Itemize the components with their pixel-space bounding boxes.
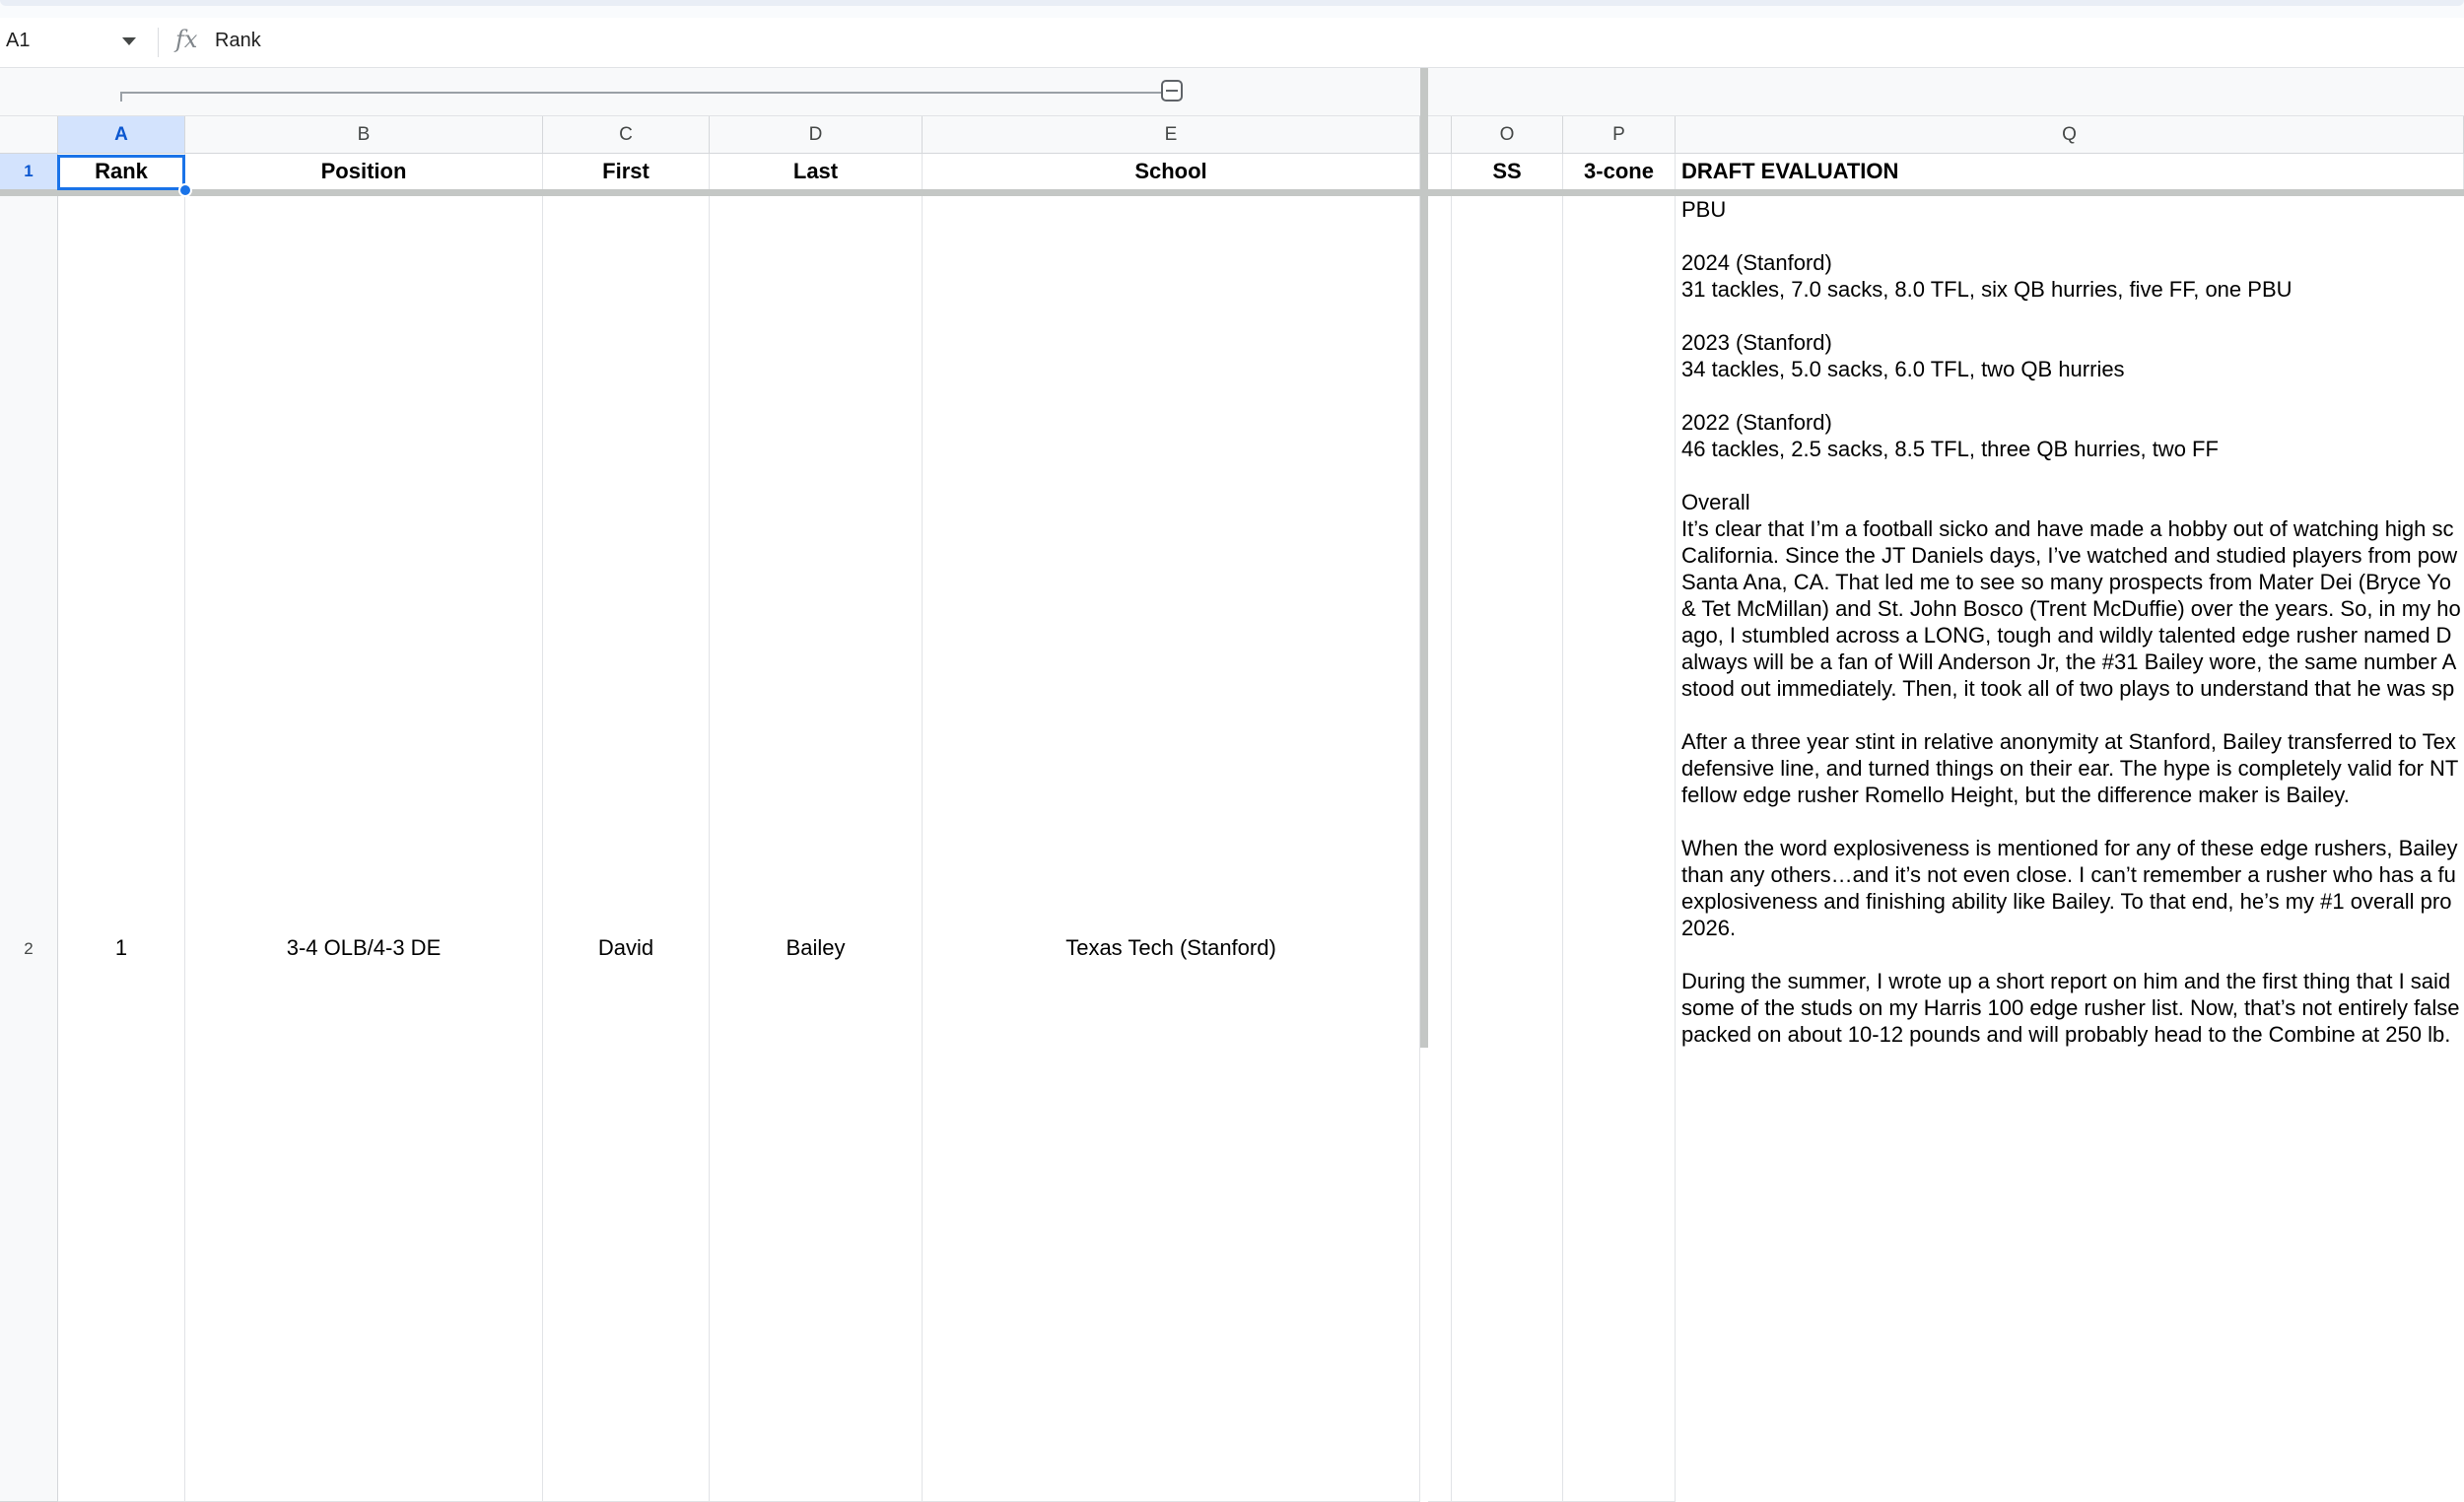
column-header-e[interactable]: E <box>923 116 1420 154</box>
cell-gap-2[interactable] <box>1428 196 1452 1502</box>
eval-line: always will be a fan of Will Anderson Jr, the #31 Bailey wore, the same number A <box>1681 649 2457 674</box>
cell-c1[interactable]: First <box>543 154 710 190</box>
eval-line: 34 tackles, 5.0 sacks, 6.0 TFL, two QB hurries <box>1681 357 2125 381</box>
eval-line: 2022 (Stanford) <box>1681 410 1832 435</box>
column-header-a[interactable]: A <box>58 116 185 154</box>
eval-line: some of the studs on my Harris 100 edge rusher list. Now, that’s not entirely false <box>1681 995 2460 1020</box>
cell-o1[interactable]: SS <box>1452 154 1563 190</box>
chevron-down-icon[interactable] <box>122 37 136 45</box>
eval-line: defensive line, and turned things on their ear. The hype is completely valid for NT <box>1681 756 2459 781</box>
eval-line: After a three year stint in relative anonymity at Stanford, Bailey transferred to Tex <box>1681 729 2456 754</box>
formula-bar <box>0 18 2464 68</box>
evaluation-text <box>1676 196 2464 1048</box>
eval-line: explosiveness and finishing ability like Bailey. To that end, he’s my #1 overall pro <box>1681 889 2452 914</box>
cell-a1[interactable]: Rank <box>58 154 185 190</box>
eval-line: PBU <box>1681 197 1727 222</box>
eval-line: 2023 (Stanford) <box>1681 330 1832 355</box>
cell-a2[interactable]: 1 <box>58 196 185 1502</box>
formula-input[interactable]: Rank <box>215 30 261 51</box>
collapse-group-icon[interactable] <box>1161 80 1183 102</box>
fill-handle[interactable] <box>178 183 192 197</box>
eval-line: ago, I stumbled across a LONG, tough and wildly talented edge rusher named D <box>1681 623 2452 648</box>
name-box[interactable] <box>0 18 153 67</box>
eval-line: During the summer, I wrote up a short report on him and the first thing that I said <box>1681 969 2451 993</box>
eval-gap <box>1681 462 2464 489</box>
eval-line: It’s clear that I’m a football sicko and have made a hobby out of watching high sc <box>1681 516 2454 541</box>
eval-line: fellow edge rusher Romello Height, but the difference maker is Bailey. <box>1681 783 2350 807</box>
column-header-q[interactable]: Q <box>1676 116 2464 154</box>
fx-icon: fx <box>175 26 198 53</box>
name-box-ref[interactable]: A1 <box>6 30 31 51</box>
column-header-d[interactable]: D <box>710 116 923 154</box>
eval-line: than any others…and it’s not even close. I can’t remember a rusher who has a fu <box>1681 862 2456 887</box>
column-header-p[interactable]: P <box>1563 116 1676 154</box>
cell-p1[interactable]: 3-cone <box>1563 154 1676 190</box>
cell-e2[interactable]: Texas Tech (Stanford) <box>923 196 1420 1502</box>
eval-line: 46 tackles, 2.5 sacks, 8.5 TFL, three QB hurries, two FF <box>1681 437 2219 461</box>
cell-d1[interactable]: Last <box>710 154 923 190</box>
eval-line: California. Since the JT Daniels days, I’ve watched and studied players from pow <box>1681 543 2458 568</box>
eval-line: When the word explosiveness is mentioned for any of these edge rushers, Bailey <box>1681 836 2458 860</box>
cell-e1[interactable]: School <box>923 154 1420 190</box>
formula-divider <box>158 28 159 57</box>
row-header-2[interactable]: 2 <box>0 196 58 1502</box>
eval-line: 2026. <box>1681 916 1737 940</box>
cell-d2[interactable]: Bailey <box>710 196 923 1502</box>
eval-line: Santa Ana, CA. That led me to see so many prospects from Mater Dei (Bryce Yo <box>1681 570 2451 594</box>
column-header-o[interactable]: O <box>1452 116 1563 154</box>
column-header-hidden-gap[interactable] <box>1428 116 1452 154</box>
eval-gap <box>1681 303 2464 329</box>
top-chrome-bar <box>0 0 2464 6</box>
eval-line: packed on about 10-12 pounds and will probably head to the Combine at 250 lb. <box>1681 1022 2451 1047</box>
cell-o2[interactable] <box>1452 196 1563 1502</box>
cell-gap-1[interactable] <box>1428 154 1452 190</box>
frozen-rows-divider[interactable] <box>0 189 2464 196</box>
column-header-b[interactable]: B <box>185 116 543 154</box>
cell-q1[interactable]: DRAFT EVALUATION <box>1676 154 2464 190</box>
eval-gap <box>1681 808 2464 835</box>
eval-line: Overall <box>1681 490 1750 514</box>
active-cell-outline <box>57 155 185 190</box>
group-bracket-line <box>120 92 1169 94</box>
eval-gap <box>1681 382 2464 409</box>
eval-line: stood out immediately. Then, it took all of two plays to understand that he was sp <box>1681 676 2455 701</box>
eval-line: 2024 (Stanford) <box>1681 250 1832 275</box>
column-header-c[interactable]: C <box>543 116 710 154</box>
cell-c2[interactable]: David <box>543 196 710 1502</box>
column-group-area <box>0 68 2464 116</box>
cell-q2-draft-evaluation[interactable] <box>1676 196 2464 1048</box>
eval-line: 31 tackles, 7.0 sacks, 8.0 TFL, six QB hurries, five FF, one PBU <box>1681 277 2293 302</box>
eval-line: & Tet McMillan) and St. John Bosco (Trent McDuffie) over the years. So, in my ho <box>1681 596 2461 621</box>
eval-gap <box>1681 941 2464 968</box>
frozen-columns-divider[interactable] <box>1420 68 1428 1048</box>
row-header-1[interactable]: 1 <box>0 154 58 190</box>
cell-p2[interactable] <box>1563 196 1676 1502</box>
select-all-corner[interactable] <box>0 116 58 154</box>
top-chrome-strip <box>0 0 2464 18</box>
eval-gap <box>1681 702 2464 728</box>
eval-gap <box>1681 223 2464 249</box>
cell-b1[interactable]: Position <box>185 154 543 190</box>
cell-b2[interactable]: 3-4 OLB/4-3 DE <box>185 196 543 1502</box>
